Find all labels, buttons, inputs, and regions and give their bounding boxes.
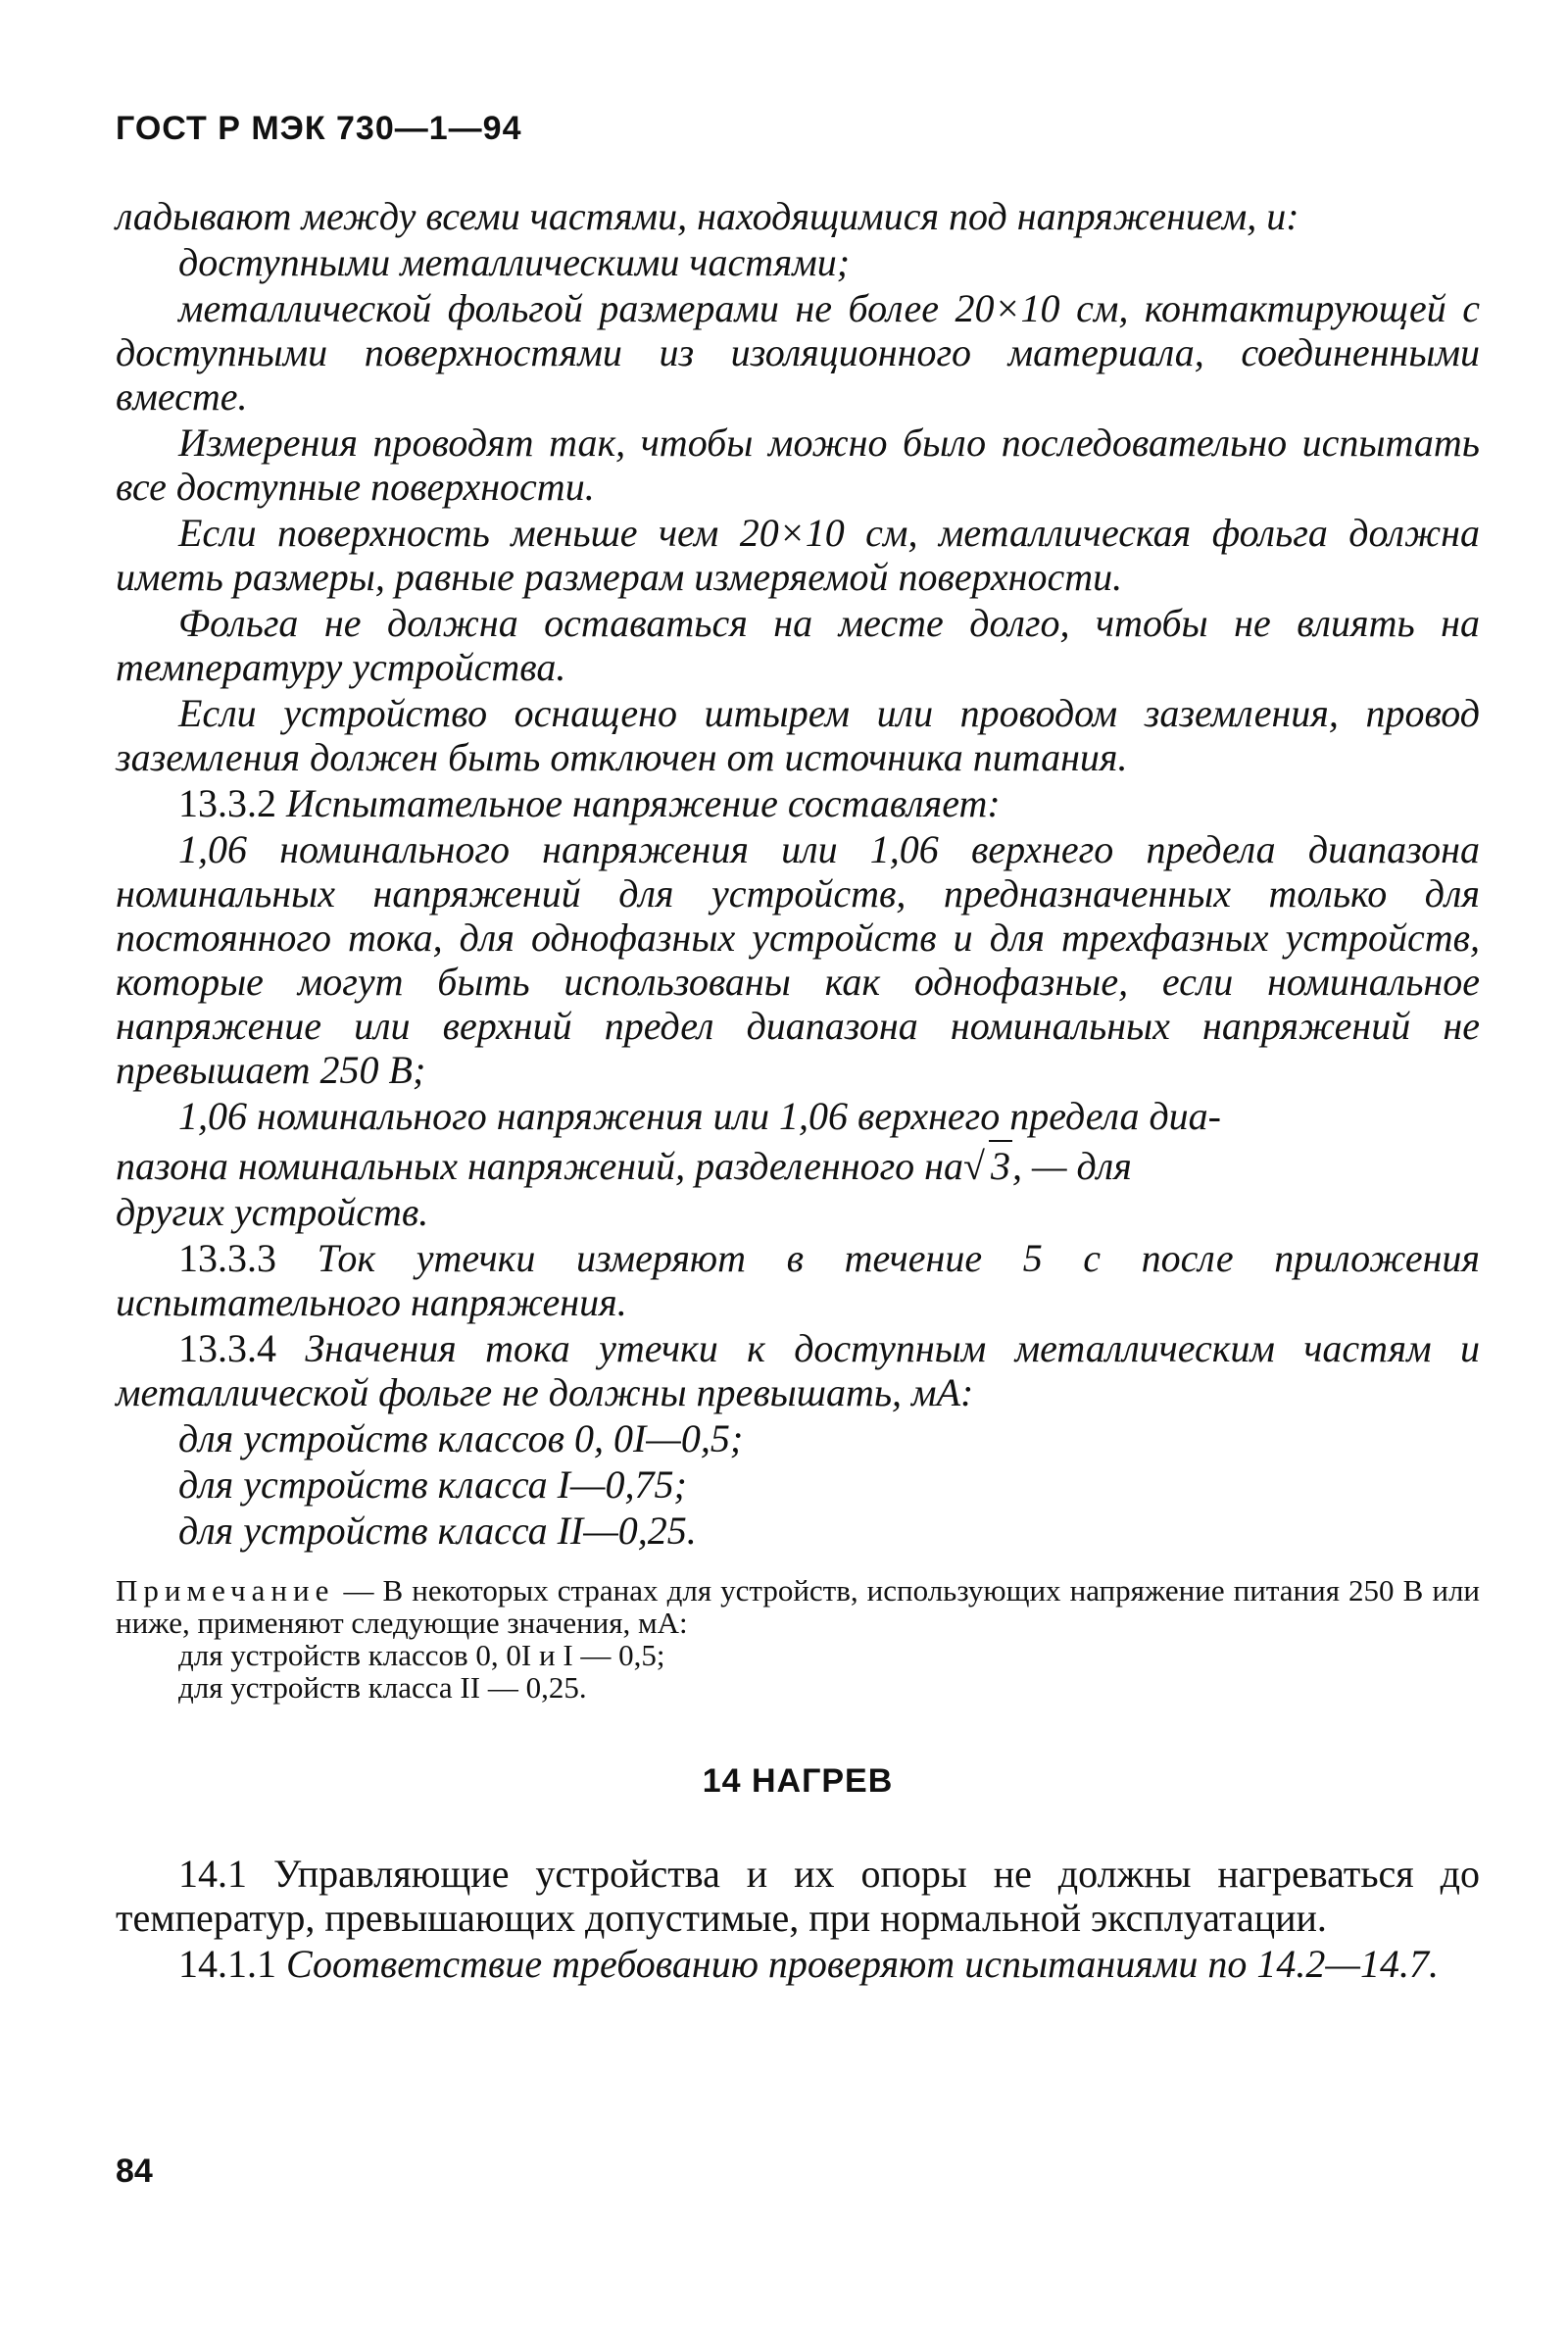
clause-number: 13.3.3 [178, 1236, 276, 1280]
clause-13-3-2 [116, 781, 1480, 825]
paragraph-foil-duration: Фольга не должна оставаться на месте долго, чтобы не влиять на температуру устройства. [116, 601, 1480, 689]
page-number: 84 [116, 2152, 153, 2190]
clause-number: 14.1.1 [178, 1942, 276, 1986]
limit-class-0: для устройств классов 0, 0I—0,5; [178, 1416, 744, 1460]
item-test-voltage-b [116, 1094, 1480, 1234]
paragraph-metal-foil: металлической фольгой размерами не более 20×10 см, контактирующей с доступными поверхностями из изоляционного материала, соединенными вместе. [116, 286, 1480, 419]
clause-text: Ток утечки измеряют в течение 5 с после приложения испытательного напряжения. [116, 1236, 1481, 1324]
clause-14-1 [116, 1852, 1480, 1940]
note-block [116, 1574, 1480, 1639]
square-root-symbol: √ [963, 1144, 985, 1188]
note-text: — В некоторых странах для устройств, использующих напряжение питания 250 В или ниже, применяют следующие значения, мА: [116, 1573, 1480, 1640]
clause-number: 13.3.2 [178, 781, 276, 825]
paragraph-accessible-parts: доступными металлическими частями; [178, 240, 851, 284]
note-line-2: для устройств класса II — 0,25. [178, 1670, 587, 1705]
limit-class-II: для устройств класса II—0,25. [178, 1509, 697, 1553]
clause-number: 14.1 [178, 1852, 247, 1896]
document-header: ГОСТ Р МЭК 730—1—94 [116, 110, 522, 147]
clause-number: 13.3.4 [178, 1326, 276, 1370]
clause-text: Управляющие устройства и их опоры не должны нагреваться до температур, превышающих допустимые, при нормальной эксплуатации. [116, 1852, 1480, 1940]
paragraph-measurements: Измерения проводят так, чтобы можно было последовательно испытать все доступные поверхности. [116, 420, 1480, 509]
paragraph-continuation: ладывают между всеми частями, находящимися под напряжением, и: [116, 194, 1299, 238]
item-b-text-before: пазона номинальных напряжений, разделенного на [116, 1144, 964, 1188]
item-b-line-3: других устройств. [116, 1190, 429, 1234]
square-root-formula [963, 1140, 1012, 1188]
square-root-radicand: 3 [989, 1140, 1012, 1188]
paragraph-earthing: Если устройство оснащено штырем или проводом заземления, провод заземления должен быть отключен от источника питания. [116, 691, 1480, 779]
item-b-text-after: , — для [1011, 1144, 1132, 1188]
clause-13-3-4 [116, 1326, 1480, 1414]
clause-text: Испытательное напряжение составляет: [286, 781, 1001, 825]
limit-class-I: для устройств класса I—0,75; [178, 1462, 687, 1507]
clause-text: Соответствие требованию проверяют испытаниями по 14.2—14.7. [286, 1942, 1439, 1986]
item-b-line-1: 1,06 номинального напряжения или 1,06 верхнего предела диа- [178, 1094, 1222, 1138]
paragraph-small-surface: Если поверхность меньше чем 20×10 см, металлическая фольга должна иметь размеры, равные размерам измеряемой поверхности. [116, 511, 1480, 599]
clause-13-3-3 [116, 1236, 1480, 1324]
item-b-line-2 [116, 1140, 1480, 1188]
item-test-voltage-a: 1,06 номинального напряжения или 1,06 верхнего предела диапазона номинальных напряжений для устройств, предназначенных только для постоянного тока, для однофазных устройств и для трехфазных устройств, которые могут быть использованы как однофазные, если номинальное напряжение или верхний предел диапазона номинальных напряжений не превышает 250 В; [116, 827, 1480, 1092]
section-heading: 14 НАГРЕВ [702, 1762, 894, 1800]
note-line-1: для устройств классов 0, 0I и I — 0,5; [178, 1638, 665, 1672]
clause-14-1-1 [116, 1942, 1480, 1986]
document-body [116, 194, 1480, 1988]
clause-text: Значения тока утечки к доступным металлическим частям и металлической фольге не должны превышать, мА: [116, 1326, 1481, 1414]
note-label: Примечание [116, 1573, 335, 1608]
